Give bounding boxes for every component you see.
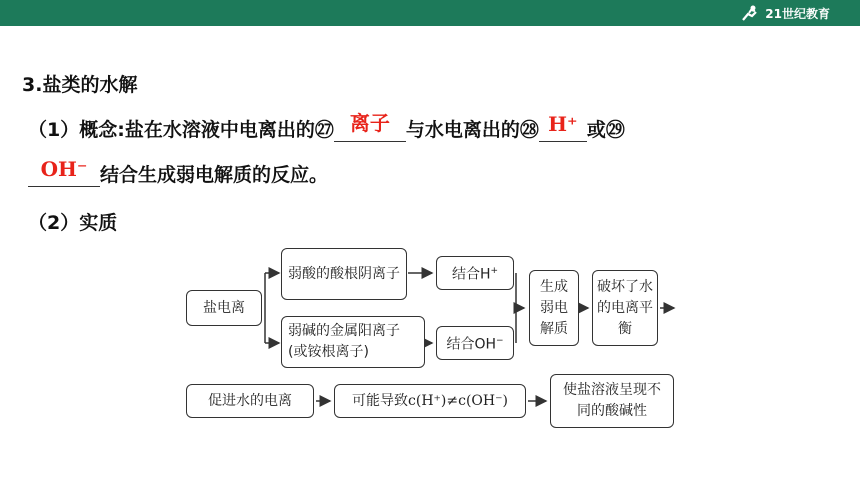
- runner-icon: [739, 4, 761, 22]
- promote-ionization-box: [186, 384, 314, 418]
- section-heading: 3.盐类的水解: [22, 74, 138, 96]
- concept-or: 或㉙: [586, 119, 625, 141]
- weak-electrolyte-box: [529, 270, 579, 346]
- salt-ionize-text: 盐电离: [203, 299, 245, 316]
- weak-electrolyte-text: 生成弱电解质: [540, 278, 568, 337]
- bind-h-box: [436, 256, 514, 290]
- result-box: [550, 374, 674, 428]
- answer-h-plus: H⁺: [548, 112, 578, 136]
- result-text: 使盐溶液呈现不同的酸碱性: [563, 382, 661, 419]
- weak-base-cation-text: 弱碱的金属阳离子(或铵根离子): [288, 323, 400, 360]
- blank-29: [28, 157, 100, 187]
- bind-oh-text: [446, 331, 503, 356]
- may-cause-expr: c(H⁺)≠c(OH⁻): [408, 392, 508, 409]
- bind-oh-sup: −: [496, 335, 504, 346]
- may-cause-box: [334, 384, 526, 418]
- weak-base-cation-box: [281, 316, 425, 368]
- concept-prefix: （1）概念:盐在水溶液中电离出的㉗: [28, 119, 334, 141]
- essence-label: （2）实质: [28, 212, 118, 234]
- answer-oh-minus: OH⁻: [40, 157, 88, 181]
- promote-ionization-text: 促进水的电离: [208, 392, 292, 409]
- site-logo: [739, 3, 830, 23]
- may-cause-text: [352, 391, 508, 412]
- may-cause-prefix: 可能导致: [352, 392, 409, 409]
- bind-h-label: 结合H: [451, 266, 491, 283]
- salt-ionize-box: [186, 290, 262, 326]
- top-banner: [0, 0, 860, 26]
- concept-line-2: [28, 157, 329, 187]
- bind-h-text: [452, 261, 498, 286]
- weak-acid-anion-box: [281, 248, 407, 300]
- answer-ion: 离子: [349, 111, 390, 135]
- logo-text: 21世纪教育: [765, 6, 830, 21]
- weak-acid-anion-text: 弱酸的酸根阴离子: [288, 265, 400, 282]
- concept-line-1: [28, 111, 625, 142]
- disrupt-equilibrium-text: 破坏了水的电离平衡: [597, 278, 653, 337]
- blank-28: [539, 112, 587, 142]
- bind-oh-label: 结合OH: [446, 336, 496, 353]
- concept-suffix: 结合生成弱电解质的反应。: [100, 164, 329, 186]
- bind-h-sup: +: [490, 265, 499, 276]
- concept-mid: 与水电离出的㉘: [405, 119, 539, 141]
- disrupt-equilibrium-box: [592, 270, 658, 346]
- bind-oh-box: [436, 326, 514, 360]
- blank-27: [334, 111, 406, 142]
